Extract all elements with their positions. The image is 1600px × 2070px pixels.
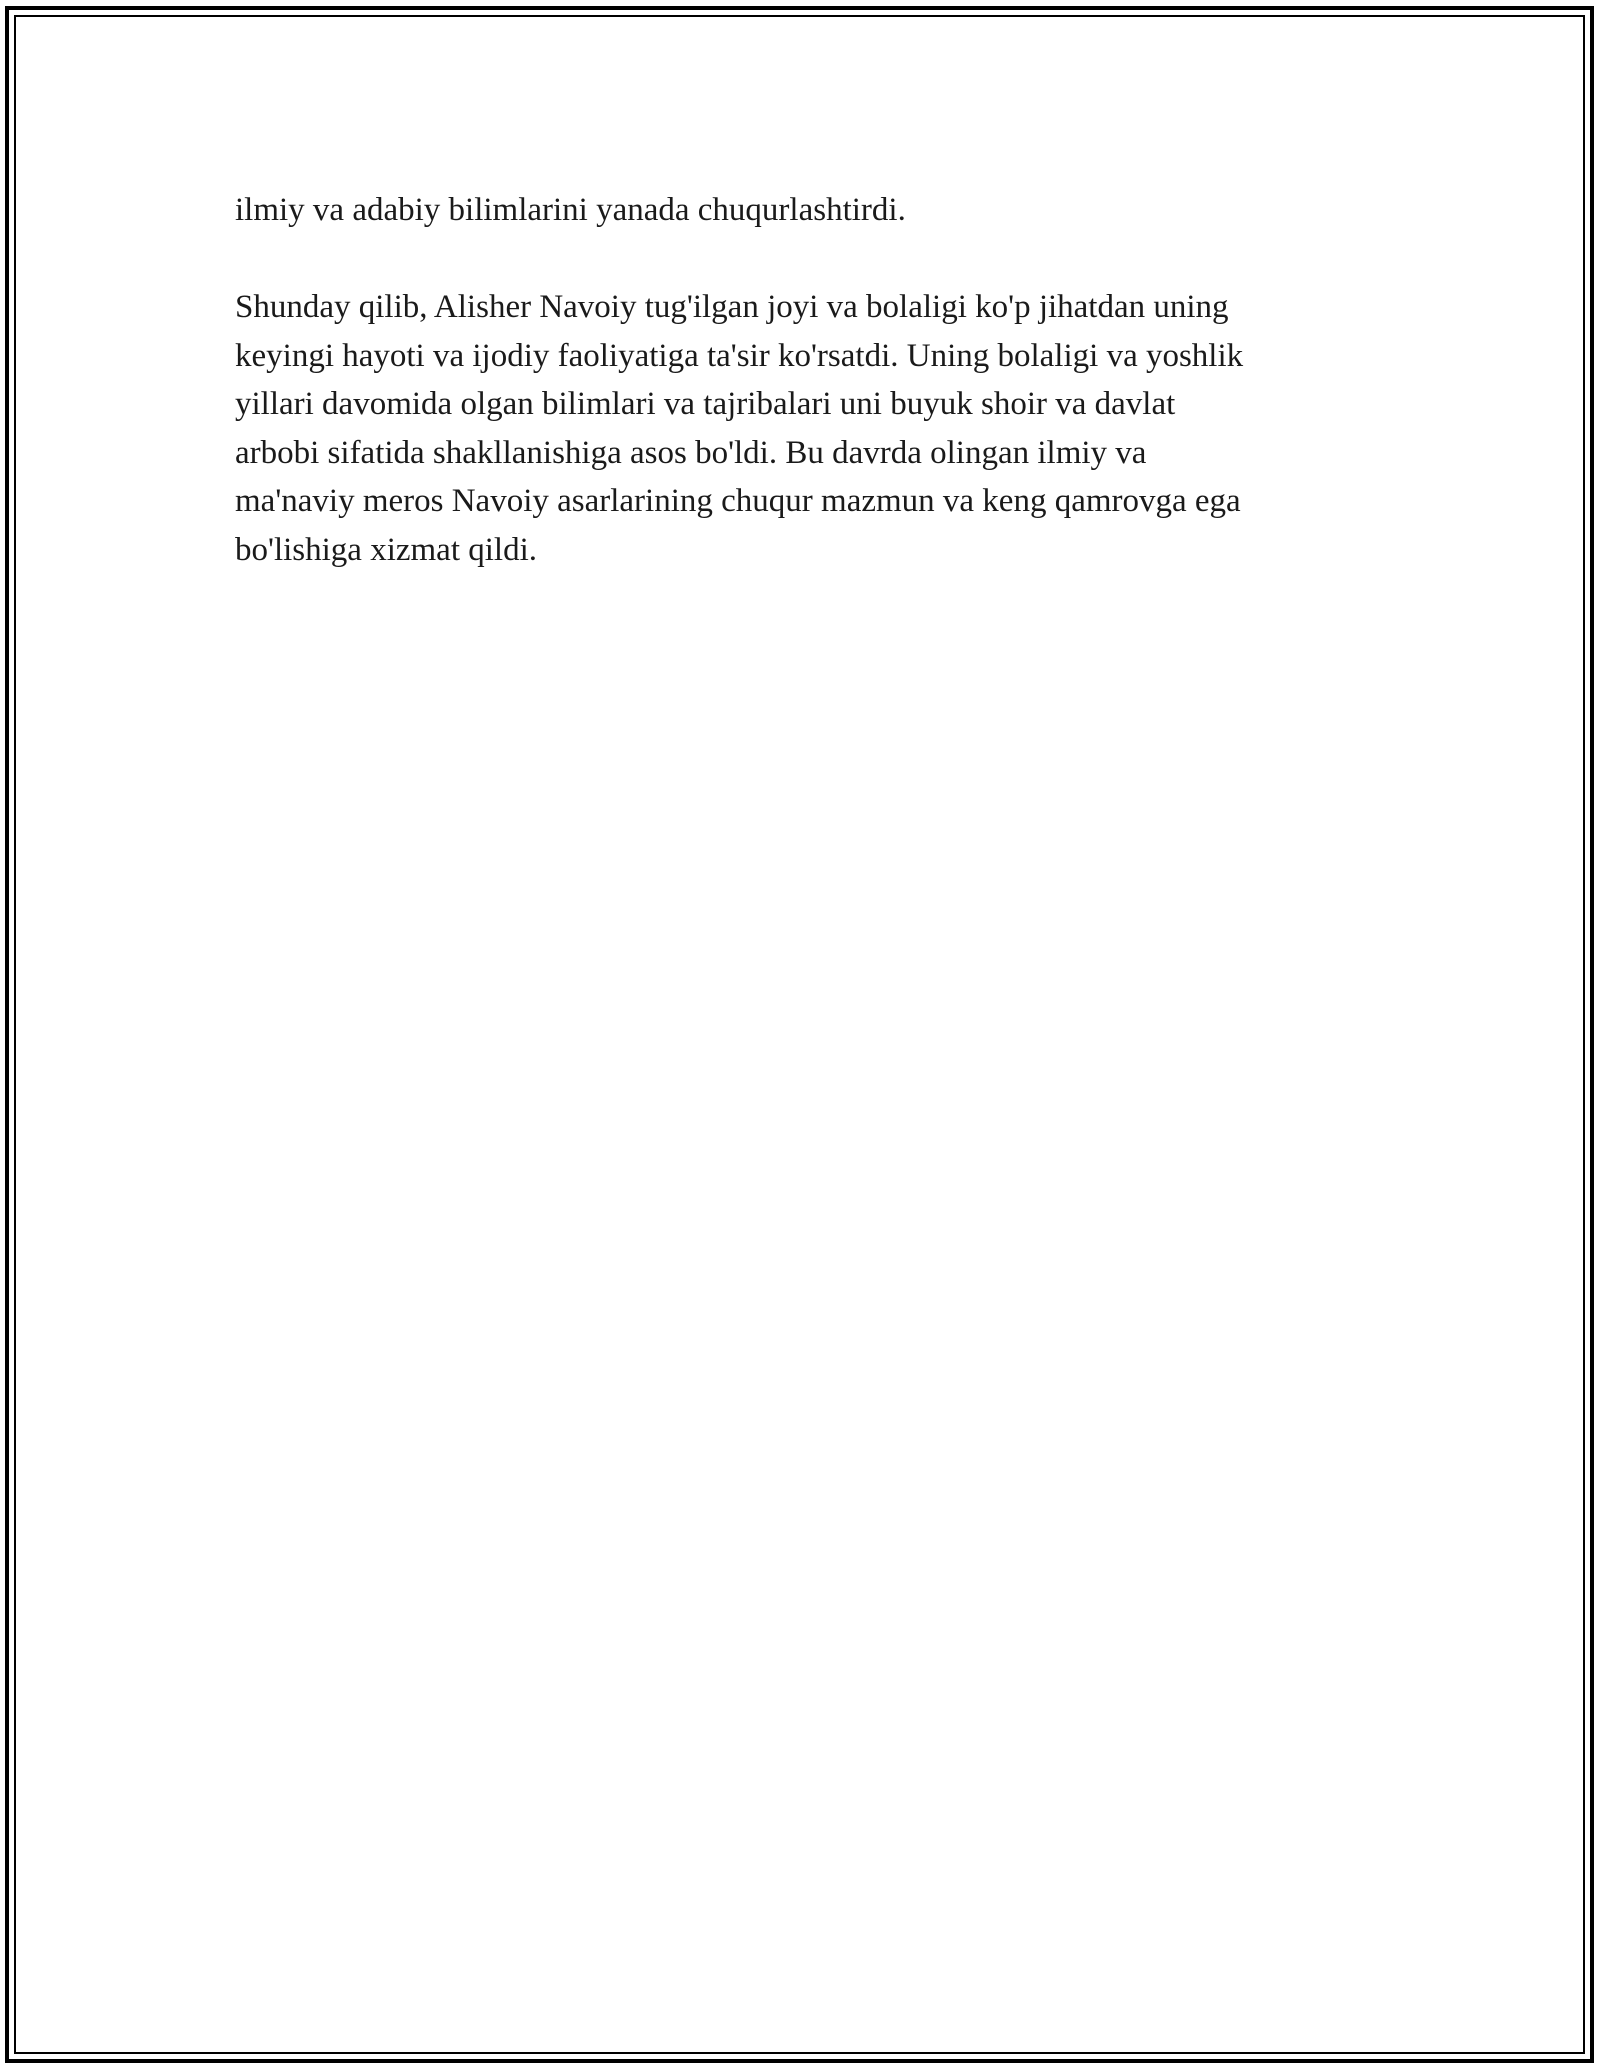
paragraph-1 <box>235 186 1375 235</box>
text-line: bo'lishiga xizmat qildi. <box>235 531 537 568</box>
paragraph-spacer <box>235 235 1375 284</box>
text-line: Shunday qilib, Alisher Navoiy tug'ilgan joyi va bolaligi ko'p jihatdan uning <box>235 289 1229 325</box>
text-line: keyingi hayoti va ijodiy faoliyatiga ta'sir ko'rsatdi. Uning bolaligi va yoshlik <box>235 337 1244 374</box>
document-body <box>235 186 1375 574</box>
text-line: ma'naviy meros Navoiy asarlarining chuqur mazmun va keng qamrovga ega <box>235 483 1241 519</box>
text-line: arbobi sifatida shakllanishiga asos bo'ldi. Bu davrda olingan ilmiy va <box>235 434 1147 471</box>
paragraph-2 <box>235 283 1375 574</box>
text-line: ilmiy va adabiy bilimlarini yanada chuqurlashtirdi. <box>235 192 906 228</box>
text-line: yillari davomida olgan bilimlari va tajribalari uni buyuk shoir va davlat <box>235 386 1176 422</box>
